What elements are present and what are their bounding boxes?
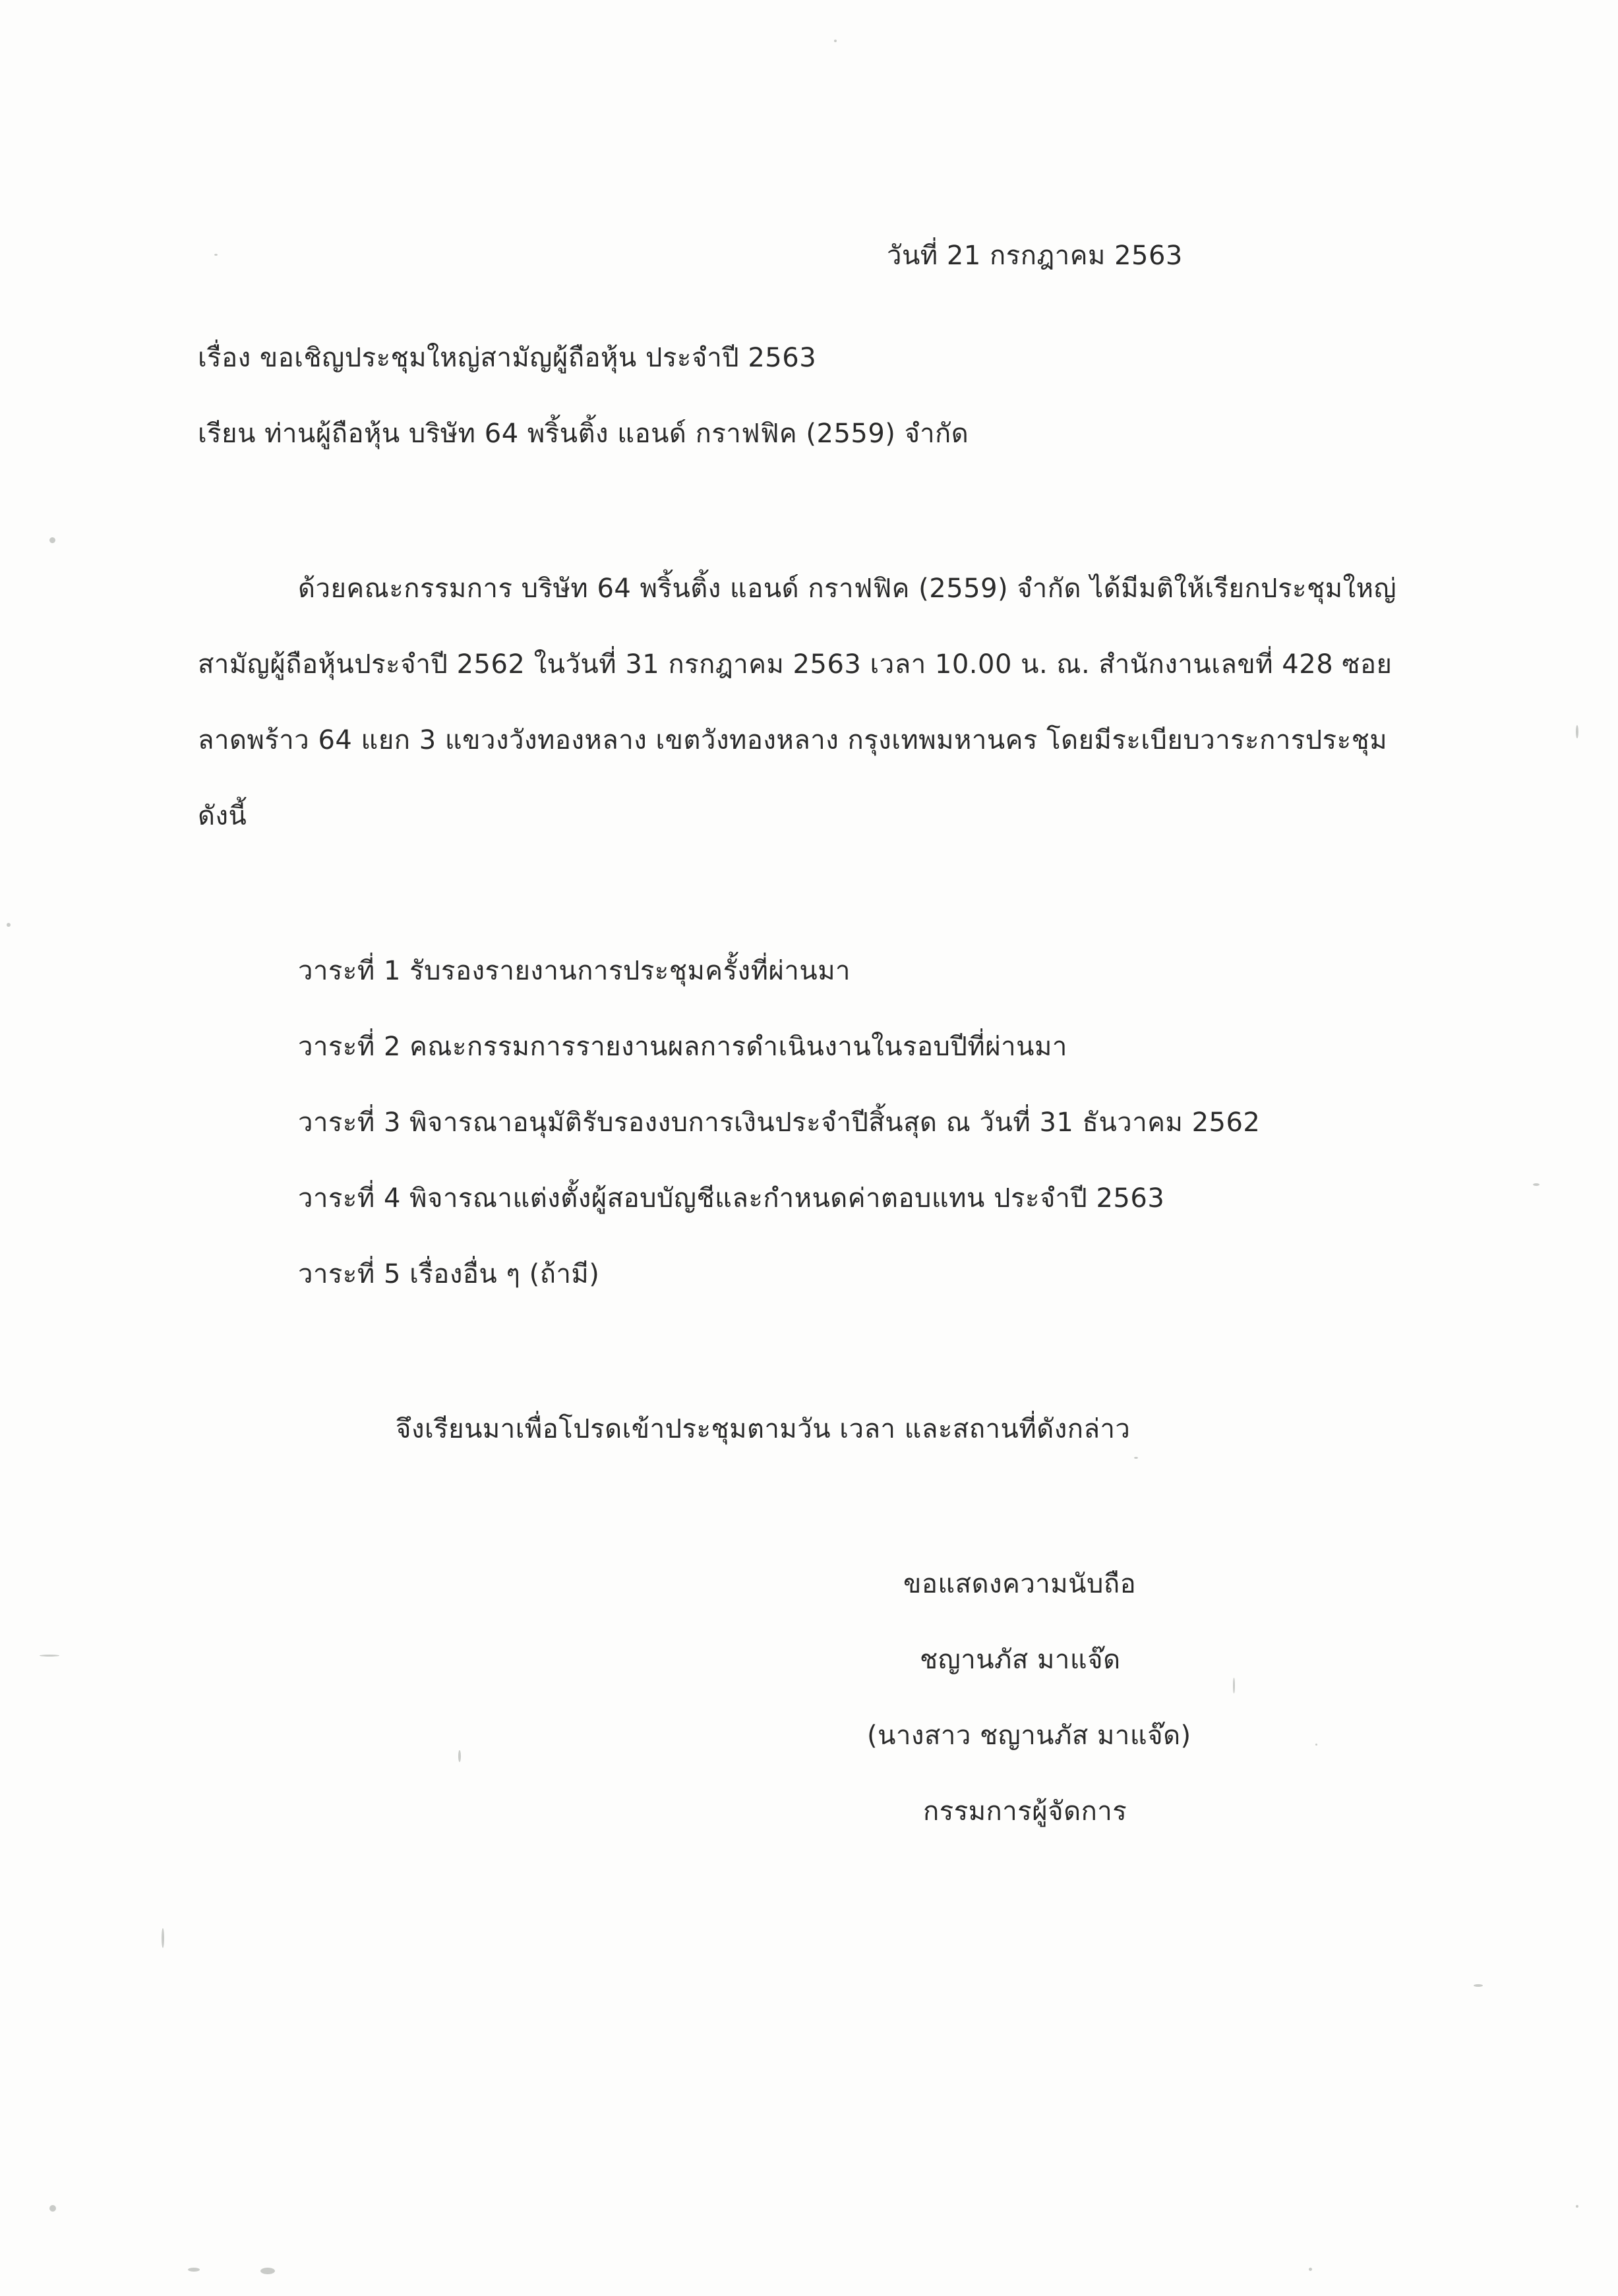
scan-speck bbox=[1533, 1183, 1540, 1186]
signature-title: กรรมการผู้จัดการ bbox=[923, 1796, 1127, 1827]
scan-speck bbox=[1134, 1457, 1138, 1459]
agenda-item-5: วาระที่ 5 เรื่องอื่น ๆ (ถ้ามี) bbox=[298, 1259, 600, 1289]
scan-speck bbox=[1315, 1744, 1317, 1746]
body-line-4: ดังนี้ bbox=[198, 801, 247, 831]
scan-speck bbox=[1474, 1984, 1483, 1987]
date-line: วันที่ 21 กรกฎาคม 2563 bbox=[887, 241, 1183, 271]
to-line: เรียน ท่านผู้ถือหุ้น บริษัท 64 พริ้นติ้ง แอนด์ กราฟฟิค (2559) จำกัด bbox=[198, 419, 969, 449]
agenda-item-3: วาระที่ 3 พิจารณาอนุมัติรับรองงบการเงินประจำปีสิ้นสุด ณ วันที่ 31 ธันวาคม 2562 bbox=[298, 1107, 1261, 1138]
signature-signed-name: ชญานภัส มาแจ๊ด bbox=[920, 1645, 1121, 1675]
scan-speck bbox=[49, 537, 55, 543]
scan-speck bbox=[162, 1928, 164, 1948]
scan-speck bbox=[214, 254, 218, 256]
scan-speck bbox=[49, 2205, 56, 2212]
scan-speck bbox=[458, 1750, 461, 1762]
scan-speck bbox=[7, 923, 11, 927]
body-line-2: สามัญผู้ถือหุ้นประจำปี 2562 ในวันที่ 31 กรกฎาคม 2563 เวลา 10.00 น. ณ. สำนักงานเลขที่ 428 ซอย bbox=[198, 649, 1393, 680]
scan-speck bbox=[188, 2268, 200, 2272]
scan-speck bbox=[1576, 725, 1578, 738]
scan-speck bbox=[260, 2268, 275, 2274]
scan-speck bbox=[1309, 2268, 1312, 2271]
agenda-item-4: วาระที่ 4 พิจารณาแต่งตั้งผู้สอบบัญชีและกำหนดค่าตอบแทน ประจำปี 2563 bbox=[298, 1183, 1165, 1214]
scan-speck bbox=[1576, 2205, 1578, 2208]
scan-speck bbox=[834, 40, 837, 42]
agenda-item-1: วาระที่ 1 รับรองรายงานการประชุมครั้งที่ผ่านมา bbox=[298, 956, 851, 986]
scan-speck bbox=[40, 1655, 59, 1657]
scan-speck bbox=[1233, 1678, 1235, 1693]
closing-line: จึงเรียนมาเพื่อโปรดเข้าประชุมตามวัน เวลา และสถานที่ดังกล่าว bbox=[396, 1414, 1131, 1444]
agenda-item-2: วาระที่ 2 คณะกรรมการรายงานผลการดำเนินงานในรอบปีที่ผ่านมา bbox=[298, 1032, 1067, 1062]
signature-regards: ขอแสดงความนับถือ bbox=[903, 1569, 1137, 1599]
signature-full-name: (นางสาว ชญานภัส มาแจ๊ด) bbox=[867, 1721, 1191, 1751]
body-line-3: ลาดพร้าว 64 แยก 3 แขวงวังทองหลาง เขตวังทองหลาง กรุงเทพมหานคร โดยมีระเบียบวาระการประชุม bbox=[198, 725, 1388, 755]
subject-line: เรื่อง ขอเชิญประชุมใหญ่สามัญผู้ถือหุ้น ประจำปี 2563 bbox=[198, 343, 817, 373]
body-line-1: ด้วยคณะกรรมการ บริษัท 64 พริ้นติ้ง แอนด์ กราฟฟิค (2559) จำกัด ได้มีมติให้เรียกประชุมใหญ่ bbox=[298, 574, 1397, 604]
